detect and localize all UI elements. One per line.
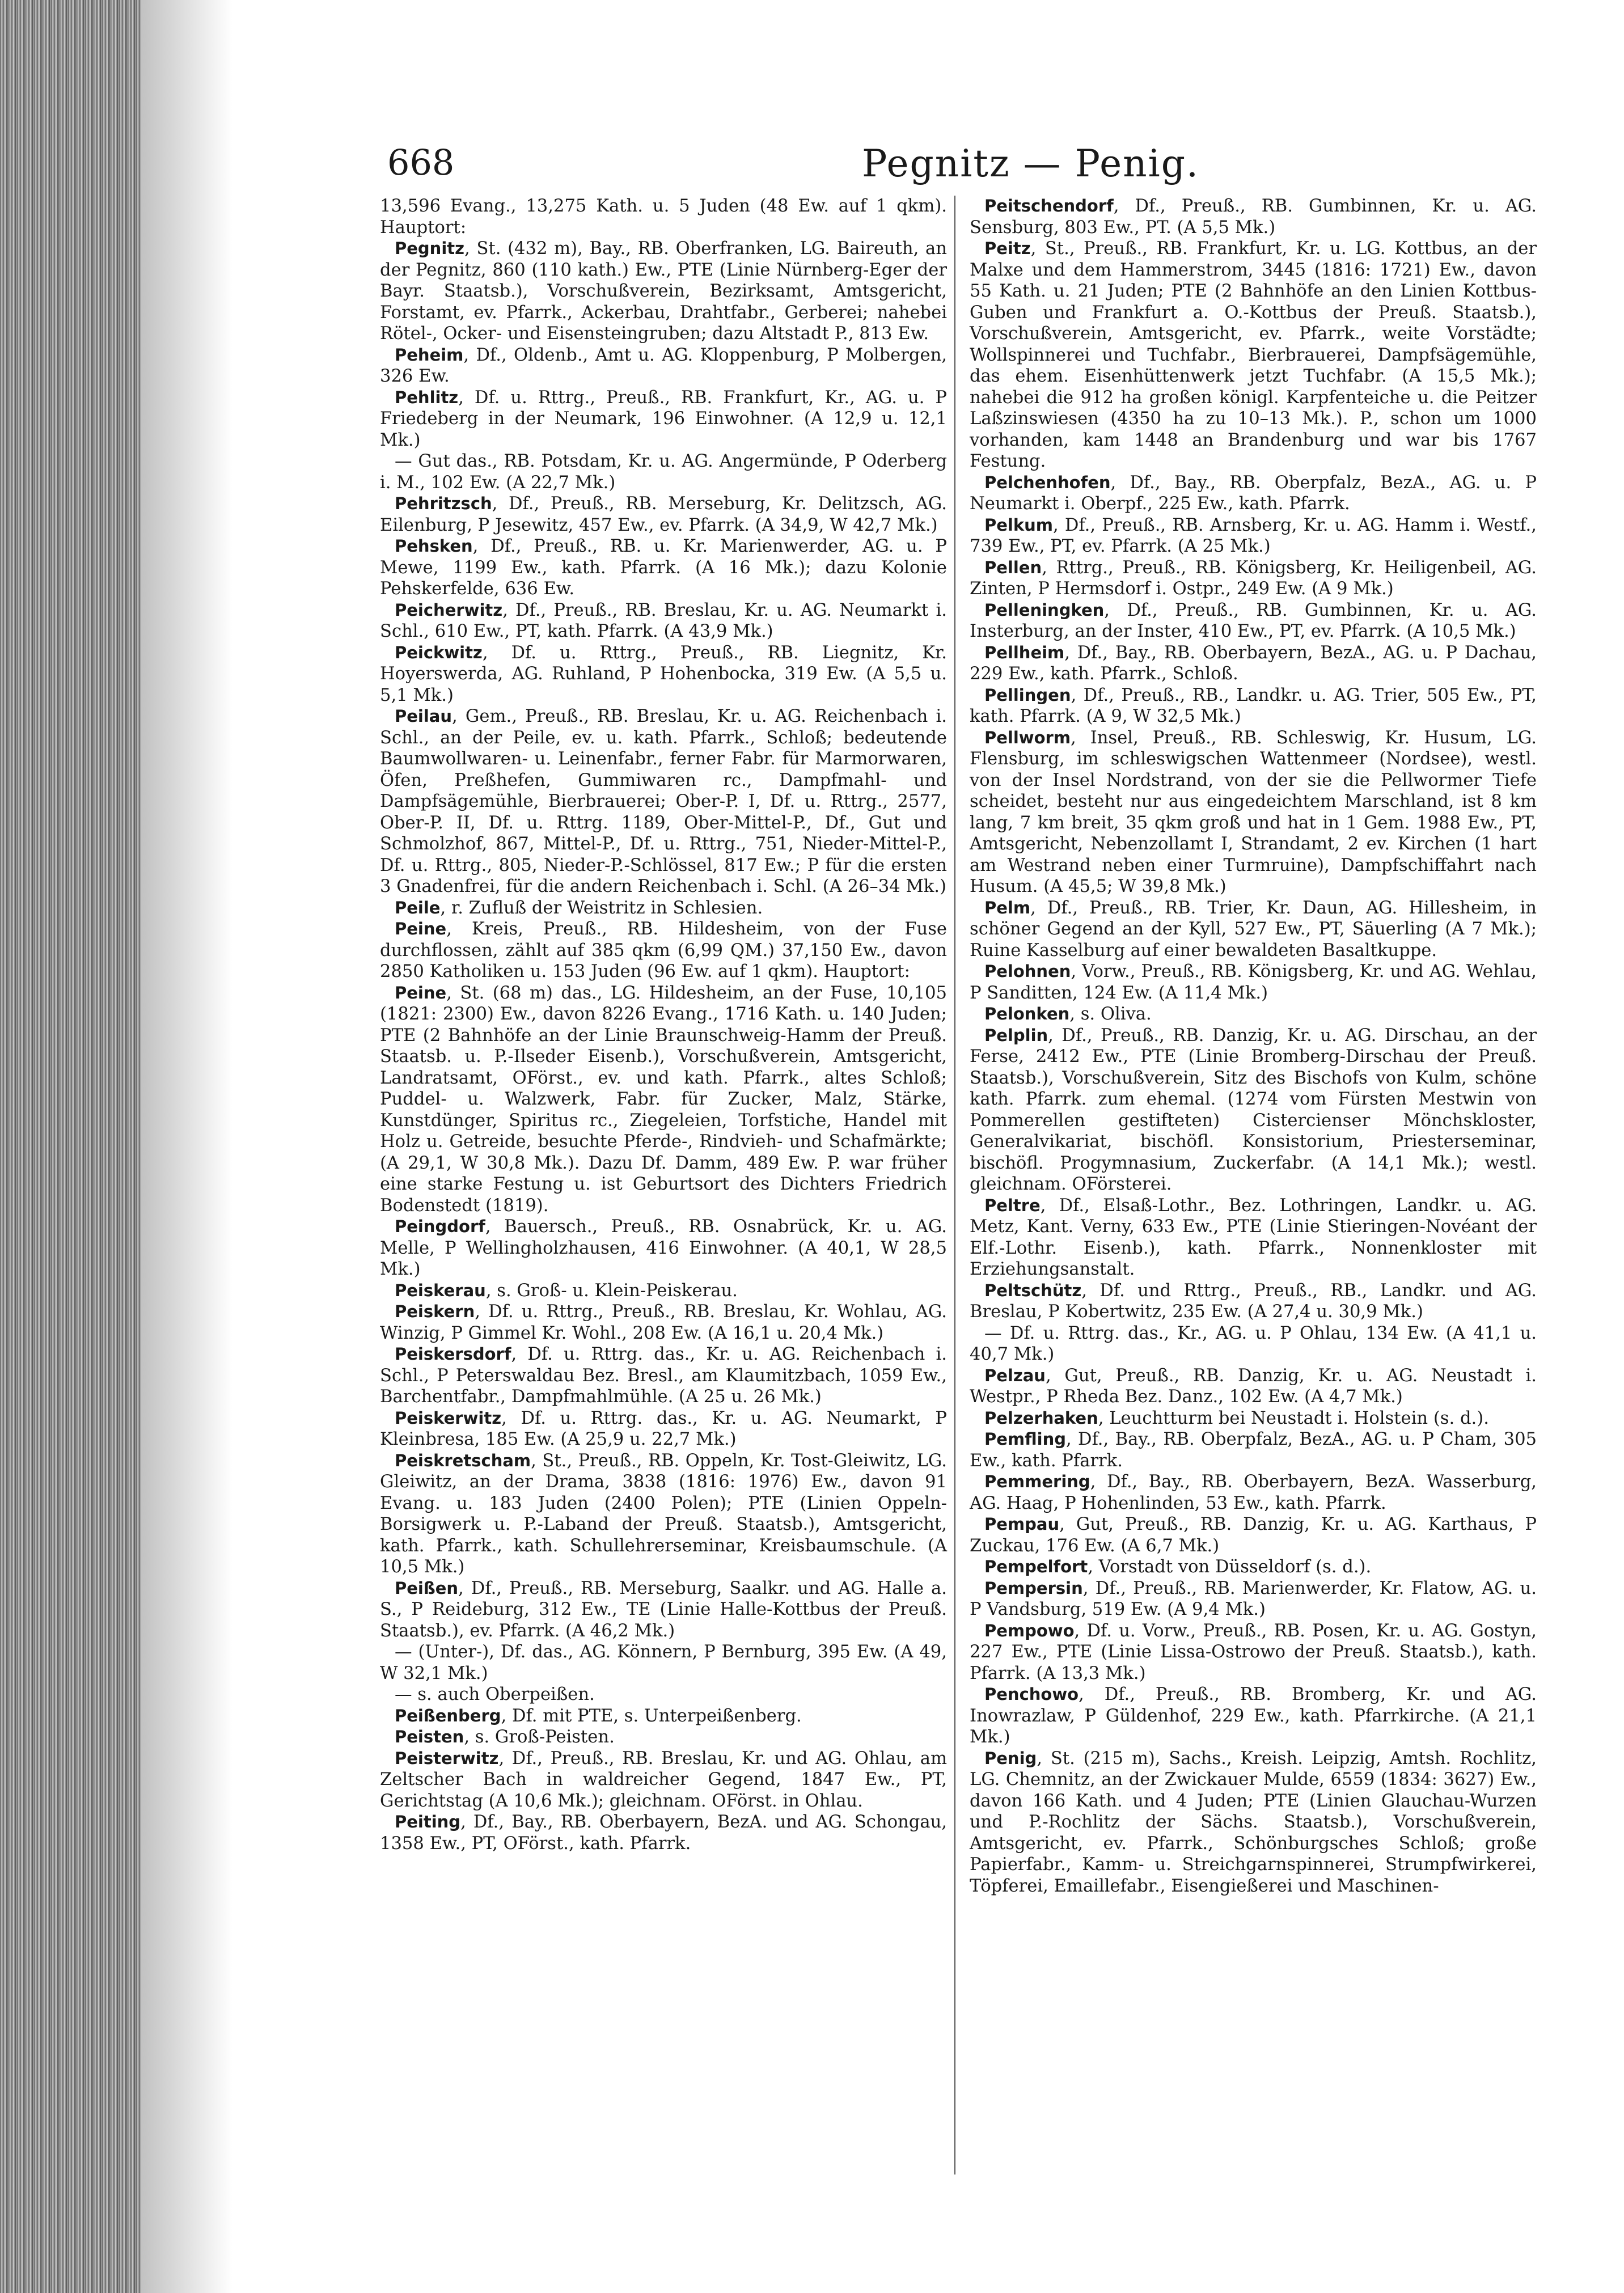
page-number: 668 — [387, 142, 455, 183]
entry-headword: Peicherwitz — [395, 600, 503, 620]
entry-text: — Df. u. Rttrg. das., Kr., AG. u. P Ohlau, 134 Ew. (A 41,1 u. 40,7 Mk.) — [970, 1323, 1537, 1364]
dictionary-entry — [970, 557, 1537, 600]
entry-headword: Pelzerhaken — [984, 1408, 1098, 1428]
dictionary-entry — [970, 642, 1537, 685]
entry-text: , Df., Preuß., RB. Gumbinnen, Kr. u. AG. Sensburg, 803 Ew., PT. (A 5,5 Mk.) — [970, 196, 1537, 238]
dictionary-entry — [380, 536, 947, 600]
dictionary-entry — [970, 961, 1537, 1004]
entry-text: , Df., Bay., RB. Oberpfalz, BezA., AG. u. P Cham, 305 Ew., kath. Pfarrk. — [970, 1429, 1537, 1471]
entry-text: — Gut das., RB. Potsdam, Kr. u. AG. Angermünde, P Oderberg i. M., 102 Ew. (A 22,7 Mk.) — [380, 451, 947, 493]
entry-text: , Df., Bay., RB. Oberbayern, BezA., AG. u. P Dachau, 229 Ew., kath. Pfarrk., Schloß. — [970, 642, 1537, 684]
entry-headword: Pellworm — [984, 727, 1071, 747]
dictionary-entry — [380, 1748, 947, 1812]
entry-headword: Penig — [984, 1748, 1037, 1768]
entry-headword: Pelzau — [984, 1365, 1046, 1385]
binding-shadow — [142, 0, 232, 2293]
entry-headword: Pellingen — [984, 685, 1071, 705]
entry-headword: Peisten — [395, 1727, 464, 1746]
entry-headword: Pemfling — [984, 1429, 1066, 1449]
dictionary-entry — [380, 1578, 947, 1642]
dictionary-entry — [970, 1748, 1537, 1897]
entry-text: , Df., Preuß., RB. Merseburg, Saalkr. und AG. Halle a. S., P Reideburg, 312 Ew., TE (Linie Halle-Kottbus der Preuß. Staatsb.), ev. Pfarrk. (A 46,2 Mk.) — [380, 1578, 947, 1641]
dictionary-entry — [970, 196, 1537, 238]
entry-text: , St. (215 m), Sachs., Kreish. Leipzig, Amtsh. Rochlitz, LG. Chemnitz, an der Zwickauer Mulde, 6559 (1834: 3627) Ew., davon 166 Kath. und 4 Juden; PTE (Linien Glauchau-Wurzen und P.-Rochlitz der Sächs. Staatsb.), Vorschußverein, Amtsgericht, ev. Pfarrk., Schönburgsches Schloß; große Papierfabr., Kamm- u. Streichgarnspinnerei, Strumpfwirkerei, Töpferei, Emaillefabr., Eisengießerei und Maschinen- — [970, 1748, 1537, 1896]
dictionary-entry — [970, 1578, 1537, 1621]
dictionary-entry — [380, 983, 947, 1217]
dictionary-entry — [970, 1004, 1537, 1025]
entry-text: , Df., Preuß., RB. Gumbinnen, Kr. u. AG. Insterburg, an der Inster, 410 Ew., PT, ev. Pfarrk. (A 10,5 Mk.) — [970, 600, 1537, 641]
entry-text: , St. (68 m) das., LG. Hildesheim, an der Fuse, 10,105 (1821: 2300) Ew., davon 8226 Evang., 1716 Kath. u. 140 Juden; PTE (2 Bahnhöfe an der Linie Braunschweig-Hamm der Preuß. Staatsb. u. P.-Ilseder Eisenb.), Vorschußverein, Amtsgericht, Landratsamt, OFörst., ev. und kath. Pfarrk., altes Schloß; Puddel- u. Walzwerk, Fabr. für Zucker, Malz, Stärke, Kunstdünger, Spiritus rc., Ziegeleien, Torfstiche, Handel mit Holz u. Getreide, besuchte Pferde-, Rindvieh- und Schafmärkte; (A 29,1, W 30,8 Mk.). Dazu Df. Damm, 489 Ew. P. war früher eine starke Festung u. ist Geburtsort des Dichters Friedrich Bodenstedt (1819). — [380, 983, 947, 1216]
entry-text: , Df., Elsaß-Lothr., Bez. Lothringen, Landkr. u. AG. Metz, Kant. Verny, 633 Ew., PTE (Linie Stieringen-Novéant der Elf.-Lothr. Eisenb.), kath. Pfarrk., Nonnenkloster mit Erziehungsanstalt. — [970, 1195, 1537, 1279]
entry-text: , Df. u. Rttrg., Preuß., RB. Breslau, Kr. Wohlau, AG. Winzig, P Gimmel Kr. Wohl., 208 Ew. (A 16,1 u. 20,4 Mk.) — [380, 1302, 947, 1343]
entry-text: , Df. u. Vorw., Preuß., RB. Posen, Kr. u. AG. Gostyn, 227 Ew., PTE (Linie Lissa-Ostrowo der Preuß. Staatsb.), kath. Pfarrk. (A 13,3 Mk.) — [970, 1621, 1537, 1683]
dictionary-entry — [970, 727, 1537, 898]
entry-text: , Gem., Preuß., RB. Breslau, Kr. u. AG. Reichenbach i. Schl., an der Peile, ev. u. kath. Pfarrk., Schloß; bedeutende Baumwollwaren- u. Leinenfabr., ferner Fabr. für Marmorwaren, Öfen, Preßhefen, Gummiwaren rc., Dampfmahl- und Dampfsägemühle, Bierbrauerei; Ober-P. I, Df. u. Rttrg., 2577, Ober-P. II, Df. u. Rttrg. 1189, Ober-Mittel-P., Df., Gut und Schmolzhof, 867, Mittel-P., Df. u. Rttrg., 751, Nieder-Mittel-P., Df. u. Rttrg., 805, Nieder-P.-Schlössel, 817 Ew.; P für die ersten 3 Gnadenfrei, für die andern Reichenbach i. Schl. (A 26–34 Mk.) — [380, 706, 947, 896]
entry-headword: Peine — [395, 919, 447, 938]
dictionary-entry — [970, 1025, 1537, 1195]
entry-text: — (Unter-), Df. das., AG. Könnern, P Bernburg, 395 Ew. (A 49, W 32,1 Mk.) — [380, 1642, 947, 1683]
dictionary-entry — [970, 1323, 1537, 1365]
dictionary-entry — [380, 1408, 947, 1450]
entry-headword: Pegnitz — [395, 239, 465, 258]
entry-text: , Df. und Rttrg., Preuß., RB., Landkr. und AG. Breslau, P Kobertwitz, 235 Ew. (A 27,4 u. 30,9 Mk.) — [970, 1280, 1537, 1322]
entry-text: , Df., Preuß., RB. u. Kr. Marienwerder, AG. u. P Mewe, 1199 Ew., kath. Pfarrk. (A 16 Mk.); dazu Kolonie Pehskerfelde, 636 Ew. — [380, 536, 947, 599]
entry-text: , Bauersch., Preuß., RB. Osnabrück, Kr. u. AG. Melle, P Wellingholzhausen, 416 Einwohner. (A 40,1, W 28,5 Mk.) — [380, 1217, 947, 1279]
entry-headword: Pelplin — [984, 1025, 1048, 1045]
dictionary-entry — [380, 898, 947, 919]
dictionary-entry — [970, 1280, 1537, 1323]
entry-text: , Df., Preuß., RB., Landkr. u. AG. Trier, 505 Ew., PT, kath. Pfarrk. (A 9, W 32,5 Mk.) — [970, 685, 1537, 726]
entry-text: , s. Oliva. — [1069, 1004, 1152, 1024]
entry-headword: Peilau — [395, 706, 452, 726]
dictionary-entry — [380, 238, 947, 345]
dictionary-entry — [970, 238, 1537, 472]
entry-text: , Gut, Preuß., RB. Danzig, Kr. u. AG. Karthaus, P Zuckau, 176 Ew. (A 6,7 Mk.) — [970, 1514, 1537, 1556]
dictionary-entry — [380, 1280, 947, 1302]
dictionary-entry — [380, 600, 947, 642]
entry-text: , r. Zufluß der Weistritz in Schlesien. — [440, 898, 763, 918]
dictionary-entry — [380, 1642, 947, 1684]
entry-headword: Peiskerau — [395, 1280, 486, 1300]
dictionary-entry — [970, 898, 1537, 962]
entry-headword: Penchowo — [984, 1685, 1079, 1704]
dictionary-entry — [970, 1471, 1537, 1514]
dictionary-entry — [970, 515, 1537, 557]
entry-text: , St. (432 m), Bay., RB. Oberfranken, LG. Baireuth, an der Pegnitz, 860 (110 kath.) Ew., PTE (Linie Nürnberg-Eger der Bayr. Staatsb.), Vorschußverein, Bezirksamt, Amtsgericht, Forstamt, ev. Pfarrk., Ackerbau, Drahtfabr., Gerberei; nahebei Rötel-, Ocker- und Eisensteingruben; dazu Altstadt P., 813 Ew. — [380, 239, 947, 344]
entry-headword: Peitschendorf — [984, 196, 1114, 215]
dictionary-entry — [380, 642, 947, 706]
entry-text: , Df. u. Rttrg., Preuß., RB. Frankfurt, Kr., AG. u. P Friedeberg in der Neumark, 196 Einwohner. (A 12,9 u. 12,1 Mk.) — [380, 387, 947, 450]
dictionary-entry — [970, 1408, 1537, 1429]
dictionary-entry — [380, 919, 947, 983]
dictionary-entry — [970, 1684, 1537, 1748]
entry-text: , Rttrg., Preuß., RB. Königsberg, Kr. Heiligenbeil, AG. Zinten, P Hermsdorf i. Ostpr., 249 Ew. (A 9 Mk.) — [970, 557, 1537, 599]
entry-headword: Pempersin — [984, 1578, 1083, 1598]
entry-text: , Leuchtturm bei Neustadt i. Holstein (s. d.). — [1098, 1408, 1489, 1428]
dictionary-entry — [970, 1429, 1537, 1471]
entry-headword: Peiskersdorf — [395, 1344, 511, 1364]
dictionary-entry — [380, 1216, 947, 1280]
entry-text: , Df. mit PTE, s. Unterpeißenberg. — [501, 1706, 802, 1726]
dictionary-entry — [380, 1450, 947, 1578]
entry-headword: Peingdorf — [395, 1217, 485, 1236]
entry-headword: Pelohnen — [984, 962, 1071, 981]
entry-text: , Df., Oldenb., Amt u. AG. Kloppenburg, P Molbergen, 326 Ew. — [380, 345, 947, 386]
entry-text: , Df. u. Rttrg. das., Kr. u. AG. Reichenbach i. Schl., P Peterswaldau Bez. Bresl., am Klaumitzbach, 1059 Ew., Barchentfabr., Dampfmahlmühle. (A 25 u. 26 Mk.) — [380, 1344, 947, 1407]
entry-text: , Df., Bay., RB. Oberbayern, BezA. Wasserburg, AG. Haag, P Hohenlinden, 53 Ew., kath. Pfarrk. — [970, 1472, 1537, 1513]
entry-headword: Pelchenhofen — [984, 472, 1111, 492]
entry-headword: Pehsken — [395, 536, 473, 556]
entry-text: , Df., Bay., RB. Oberbayern, BezA. und AG. Schongau, 1358 Ew., PT, OFörst., kath. Pfarrk. — [380, 1812, 947, 1854]
dictionary-entry — [970, 472, 1537, 515]
entry-headword: Pehritzsch — [395, 494, 492, 513]
dictionary-entry — [380, 493, 947, 536]
entry-headword: Peißenberg — [395, 1706, 501, 1725]
entry-text: , Df., Bay., RB. Oberpfalz, BezA., AG. u. P Neumarkt i. Oberpf., 225 Ew., kath. Pfarrk. — [970, 472, 1537, 514]
dictionary-entry — [970, 685, 1537, 727]
dictionary-entry — [380, 1706, 947, 1727]
dictionary-entry — [380, 1727, 947, 1748]
entry-headword: Pellen — [984, 557, 1042, 577]
entry-text: , Df., Preuß., RB. Merseburg, Kr. Delitzsch, AG. Eilenburg, P Jesewitz, 457 Ew., ev. Pfarrk. (A 34,9, W 42,7 Mk.) — [380, 494, 947, 535]
entry-headword: Pelm — [984, 898, 1031, 917]
entry-headword: Pempelfort — [984, 1557, 1088, 1576]
entry-headword: Peickwitz — [395, 642, 483, 662]
entry-text: 13,596 Evang., 13,275 Kath. u. 5 Juden (48 Ew. auf 1 qkm). Hauptort: — [380, 196, 947, 238]
entry-headword: Pehlitz — [395, 387, 459, 407]
dictionary-entry — [380, 345, 947, 387]
running-title: Pegnitz — Penig. — [862, 142, 1199, 185]
entry-headword: Peltschütz — [984, 1280, 1082, 1300]
column-divider — [954, 196, 955, 2174]
dictionary-entry — [380, 451, 947, 493]
dictionary-entry — [970, 1556, 1537, 1578]
entry-text: , Df., Preuß., RB. Trier, Kr. Daun, AG. Hillesheim, in schöner Gegend an der Kyll, 527 Ew., PT, Säuerling (A 7 Mk.); Ruine Kasselburg auf einer bewaldeten Basaltkuppe. — [970, 898, 1537, 961]
entry-headword: Peheim — [395, 345, 464, 365]
entry-text: , Kreis, Preuß., RB. Hildesheim, von der Fuse durchflossen, zählt auf 385 qkm (6,99 QM.) 37,150 Ew., davon 2850 Katholiken u. 153 Juden (96 Ew. auf 1 qkm). Hauptort: — [380, 919, 947, 981]
dictionary-entry — [970, 1514, 1537, 1556]
entry-headword: Pempowo — [984, 1621, 1075, 1640]
entry-text: , Gut, Preuß., RB. Danzig, Kr. u. AG. Neustadt i. Westpr., P Rheda Bez. Danz., 102 Ew. (A 4,7 Mk.) — [970, 1365, 1537, 1407]
dictionary-entry — [380, 1344, 947, 1408]
entry-text: — s. auch Oberpeißen. — [395, 1685, 595, 1704]
dictionary-entry — [380, 1301, 947, 1344]
entry-text: , Df. u. Rttrg. das., Kr. u. AG. Neumarkt, P Kleinbresa, 185 Ew. (A 25,9 u. 22,7 Mk.) — [380, 1408, 947, 1449]
entry-text: , St., Preuß., RB. Oppeln, Kr. Tost-Gleiwitz, LG. Gleiwitz, an der Drama, 3838 (1816: 1976) Ew., davon 91 Evang. u. 183 Juden (2400 Polen); PTE (Linien Oppeln-Borsigwerk u. P.-Laband der Preuß. Staatsb.), Amtsgericht, kath. Pfarrk., kath. Schullehrerseminar, Kreisbaumschule. (A 10,5 Mk.) — [380, 1450, 947, 1577]
entry-text: , St., Preuß., RB. Frankfurt, Kr. u. LG. Kottbus, an der Malxe und dem Hammerstrom, 3445 (1816: 1721) Ew., davon 55 Kath. u. 21 Juden; PTE (2 Bahnhöfe an den Linien Kottbus-Guben und Frankfurt a. O.-Kottbus der Preuß. Staatsb.), Vorschußverein, Amtsgericht, ev. Pfarrk., weite Vorstädte; Wollspinnerei und Tuchfabr., Bierbrauerei, Dampfsägemühle, das ehem. Eisenhüttenwerk jetzt Tuchfabr. (A 15,5 Mk.); nahebei die 912 ha großen königl. Karpfenteiche u. die Peitzer Laßzinswiesen (4350 ha zu 10–13 Mk.). P., schon um 1000 vorhanden, kam 1448 an Brandenburg und war bis 1767 Festung. — [970, 239, 1537, 471]
entry-headword: Pellheim — [984, 642, 1065, 662]
entry-headword: Peltre — [984, 1195, 1041, 1215]
entry-headword: Peißen — [395, 1578, 459, 1598]
entry-headword: Peile — [395, 898, 441, 917]
dictionary-entry — [380, 706, 947, 898]
entry-text: , Df., Preuß., RB. Arnsberg, Kr. u. AG. Hamm i. Westf., 739 Ew., PT, ev. Pfarrk. (A 25 Mk.) — [970, 515, 1537, 556]
dictionary-entry — [380, 1684, 947, 1706]
entry-headword: Pelkum — [984, 515, 1054, 535]
entry-text: , s. Groß- u. Klein-Peiskerau. — [485, 1280, 738, 1301]
entry-headword: Pelleningken — [984, 600, 1105, 620]
entry-headword: Peine — [395, 983, 447, 1002]
entry-text: , Df., Preuß., RB. Breslau, Kr. und AG. Ohlau, am Zeltscher Bach in waldreicher Gegend, 1847 Ew., PT, Gerichtstag (A 10,6 Mk.); gleichnam. OFörst. in Ohlau. — [380, 1748, 947, 1811]
entry-text: , Df., Preuß., RB. Marienwerder, Kr. Flatow, AG. u. P Vandsburg, 519 Ew. (A 9,4 Mk.) — [970, 1578, 1537, 1619]
entry-headword: Peitz — [984, 239, 1031, 258]
entry-headword: Pempau — [984, 1514, 1060, 1534]
entry-headword: Peisterwitz — [395, 1748, 499, 1768]
entry-text: , s. Groß-Peisten. — [464, 1727, 615, 1747]
entry-headword: Peiskerwitz — [395, 1408, 502, 1428]
entry-headword: Peiting — [395, 1812, 461, 1831]
entry-text: , Insel, Preuß., RB. Schleswig, Kr. Husum, LG. Flensburg, im schleswigschen Wattenmeer (Nordsee), westl. von der Insel Nordstrand, von der sie die Pellwormer Tiefe scheidet, besteht nur aus eingedeichtem Marschland, ist 8 km lang, 7 km breit, 35 qkm groß und hat in 1 Gem. 1988 Ew., PT, Amtsgericht, Nebenzollamt I, Strandamt, 2 ev. Kirchen (1 hart am Westrand neben einer Turmruine), Dampfschiffahrt nach Husum. (A 45,5; W 39,8 Mk.) — [970, 727, 1537, 896]
dictionary-entry — [380, 196, 947, 238]
entry-headword: Peiskretscham — [395, 1450, 531, 1470]
entry-text: , Df., Preuß., RB. Breslau, Kr. u. AG. Neumarkt i. Schl., 610 Ew., PT, kath. Pfarrk. (A 43,9 Mk.) — [380, 600, 947, 641]
book-binding-edge — [0, 0, 142, 2293]
entry-headword: Pelonken — [984, 1004, 1070, 1023]
dictionary-entry — [970, 1621, 1537, 1685]
entry-text: , Vorstadt von Düsseldorf (s. d.). — [1088, 1557, 1372, 1577]
entry-text: , Df., Preuß., RB. Bromberg, Kr. und AG. Inowrazlaw, P Güldenhof, 229 Ew., kath. Pfarrkirche. (A 21,1 Mk.) — [970, 1685, 1537, 1747]
entry-text: , Vorw., Preuß., RB. Königsberg, Kr. und AG. Wehlau, P Sanditten, 124 Ew. (A 11,4 Mk.) — [970, 962, 1537, 1003]
entry-headword: Peiskern — [395, 1302, 475, 1321]
entry-text: , Df. u. Rttrg., Preuß., RB. Liegnitz, Kr. Hoyerswerda, AG. Ruhland, P Hohenbocka, 319 Ew. (A 5,5 u. 5,1 Mk.) — [380, 642, 947, 705]
dictionary-entry — [380, 1812, 947, 1854]
right-column — [970, 196, 1537, 1897]
entry-headword: Pemmering — [984, 1472, 1090, 1491]
dictionary-entry — [970, 1365, 1537, 1408]
entry-text: , Df., Preuß., RB. Danzig, Kr. u. AG. Dirschau, an der Ferse, 2412 Ew., PTE (Linie Bromberg-Dirschau der Preuß. Staatsb.), Vorschußverein, Sitz des Bischofs von Kulm, schöne kath. Pfarrk. zum ehemal. (1274 vom Fürsten Mestwin von Pommerellen gestifteten) Cistercienser Mönchskloster, Generalvikariat, bischöfl. Konsistorium, Priesterseminar, bischöfl. Progymnasium, Zuckerfabr. (A 14,1 Mk.); westl. gleichnam. OFörsterei. — [970, 1025, 1537, 1194]
left-column — [380, 196, 947, 1854]
dictionary-entry — [970, 600, 1537, 642]
dictionary-entry — [970, 1195, 1537, 1280]
dictionary-entry — [380, 387, 947, 451]
